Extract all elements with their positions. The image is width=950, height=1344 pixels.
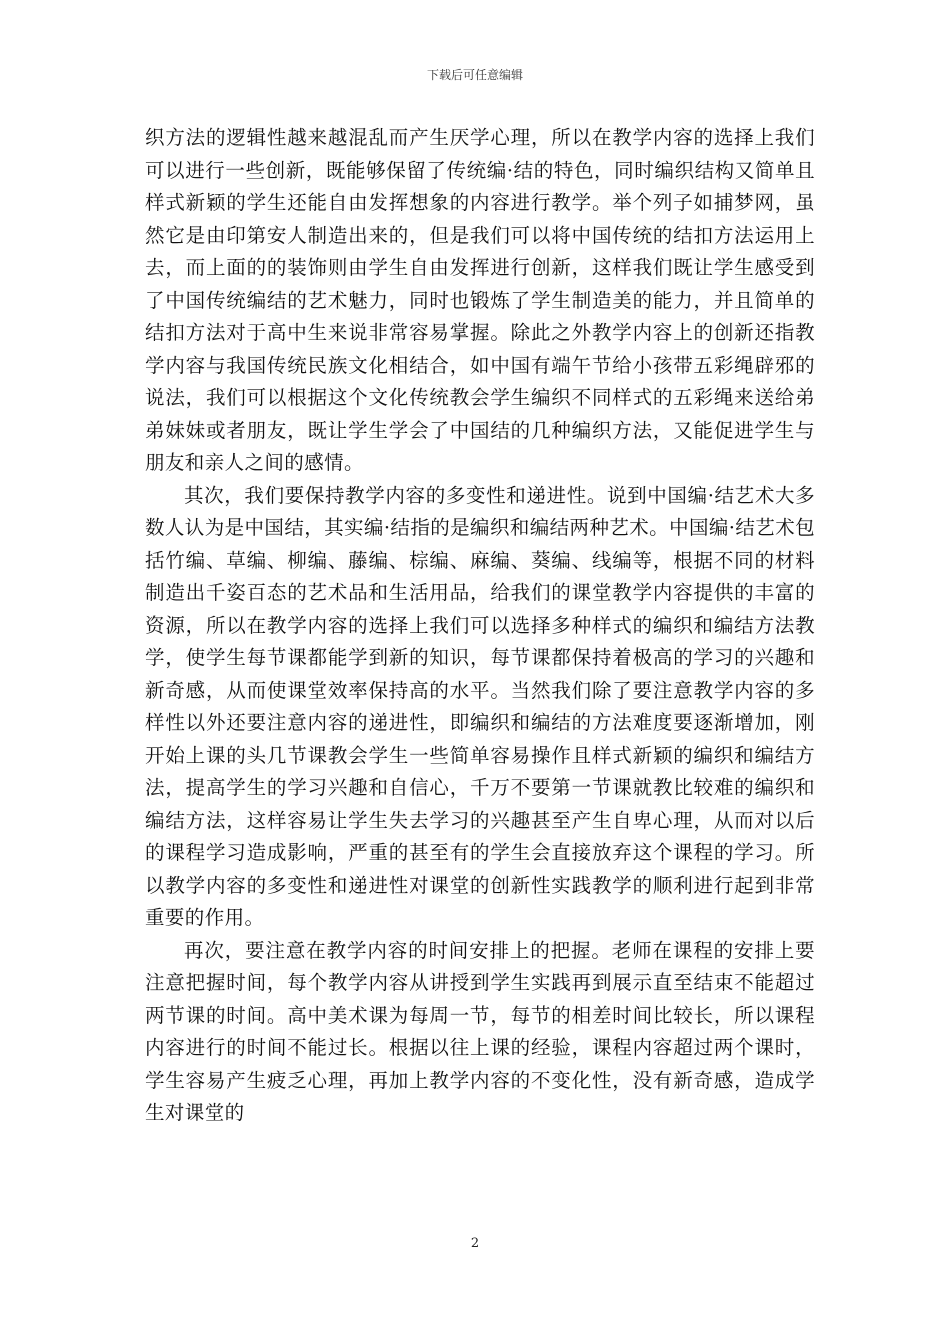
page-header: 下载后可任意编辑 xyxy=(426,68,523,82)
page-number: 2 xyxy=(470,1236,480,1251)
paragraph-second: 其次，我们要保持教学内容的多变性和递进性。说到中国编·结艺术大多数人认为是中国结，其实编·结指的是编织和编结两种艺术。中国编·结艺术包括竹编、草编、柳编、藤编、棕编、麻编、葵编、线编等，根据不同的材料制造出千姿百态的艺术品和生活用品，给我们的课堂教学内容提供的丰富的资源，所以在教学内容的选择上我们可以选择多种样式的编织和编结方法教学，使学生每节课都能学到新的知识，每节课都保持着极高的学习的兴趣和新奇感，从而使课堂效率保持高的水平。当然我们除了要注意教学内容的多样性以外还要注意内容的递进性，即编织和编结的方法难度要逐渐增加，刚开始上课的头几节课教会学生一些简单容易操作且样式新颖的编织和编结方法，提高学生的学习兴趣和自信心，千万不要第一节课就教比较难的编织和编结方法，这样容易让学生失去学习的兴趣甚至产生自卑心理，从而对以后的课程学习造成影响，严重的甚至有的学生会直接放弃这个课程的学习。所以教学内容的多变性和递进性对课堂的创新性实践教学的顺利进行起到非常重要的作用。 xyxy=(145,483,815,929)
paragraph-continued: 织方法的逻辑性越来越混乱而产生厌学心理，所以在教学内容的选择上我们可以进行一些创新，既能够保留了传统编·结的特色，同时编织结构又简单且样式新颖的学生还能自由发挥想象的内容进行教学。举个列子如捕梦网，虽然它是由印第安人制造出来的，但是我们可以将中国传统的结扣方法运用上去，而上面的的装饰则由学生自由发挥进行创新，这样我们既让学生感受到了中国传统编结的艺术魅力，同时也锻炼了学生制造美的能力，并且简单的结扣方法对于高中生来说非常容易掌握。除此之外教学内容上的创新还指教学内容与我国传统民族文化相结合，如中国有端午节给小孩带五彩绳辟邪的说法，我们可以根据这个文化传统教会学生编织不同样式的五彩绳来送给弟弟妹妹或者朋友，既让学生学会了中国结的几种编织方法，又能促进学生与朋友和亲人之间的感情。 xyxy=(145,126,815,474)
document-body xyxy=(145,122,815,1130)
paragraph-third: 再次，要注意在教学内容的时间安排上的把握。老师在课程的安排上要注意把握时间，每个教学内容从讲授到学生实践再到展示直至结束不能超过两节课的时间。高中美术课为每周一节，每节的相差时间比较长，所以课程内容进行的时间不能过长。根据以往上课的经验，课程内容超过两个课时，学生容易产生疲乏心理，再加上教学内容的不变化性，没有新奇感，造成学生对课堂的 xyxy=(145,938,815,1124)
